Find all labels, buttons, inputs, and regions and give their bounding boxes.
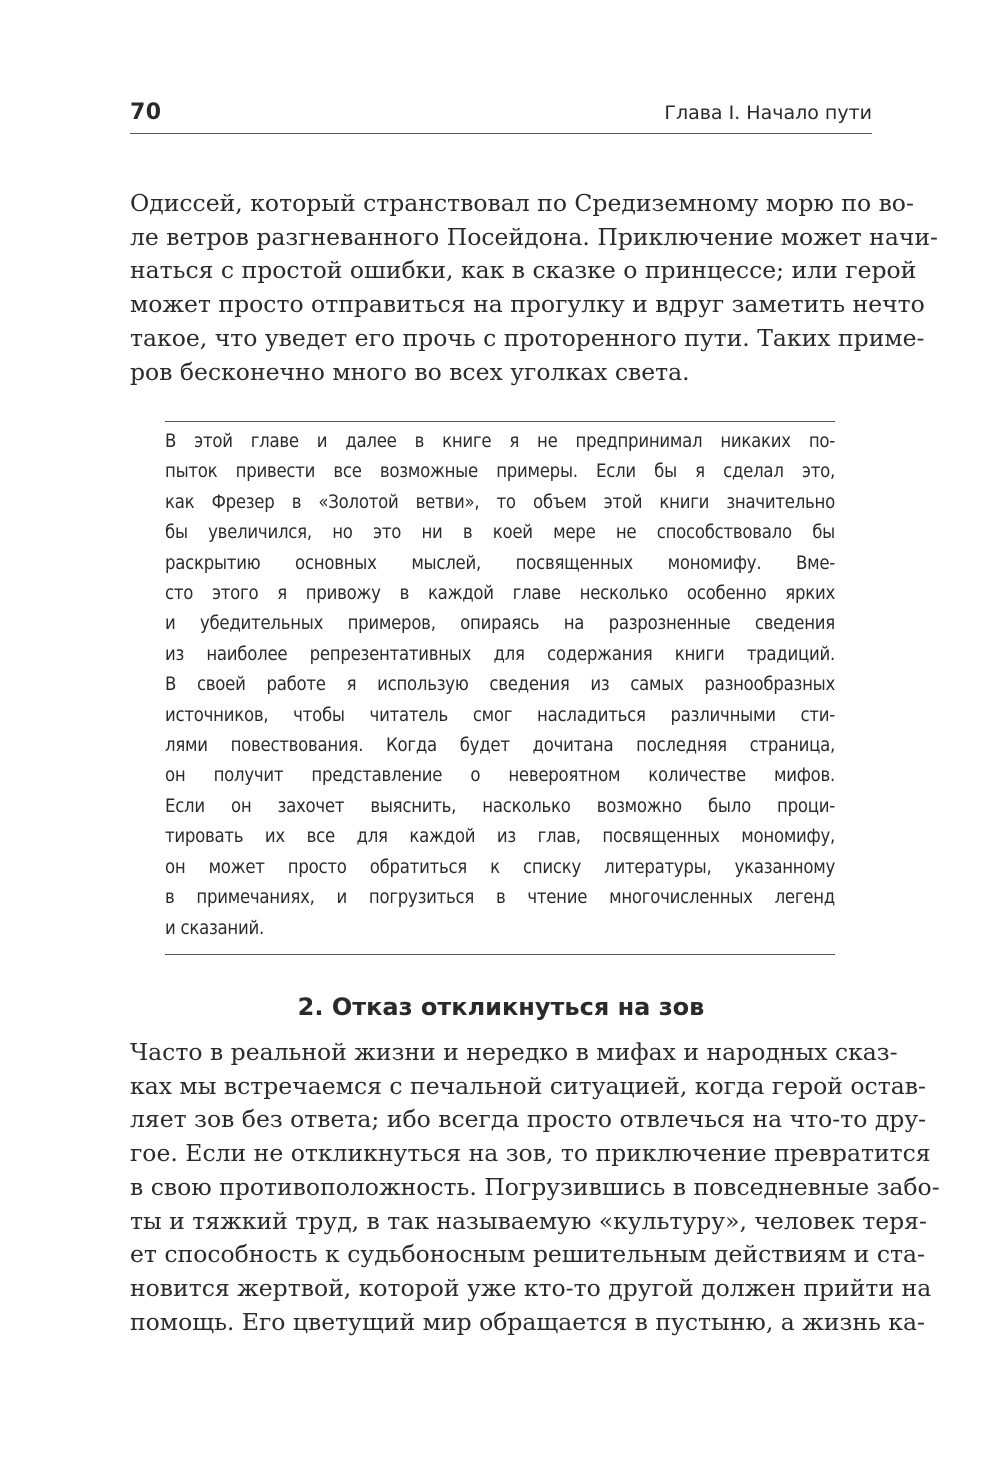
note-line: тировать их все для каждой из глав, посвященных мономифу, (165, 826, 835, 848)
paragraph-1-line: может просто отправиться на прогулку и вдруг заметить нечто (130, 290, 925, 319)
paragraph-2-line: ляет зов без ответа; ибо всегда просто отвлечься на что-то дру- (130, 1105, 927, 1134)
note-top-rule (165, 421, 835, 422)
running-title: Глава I. Начало пути (664, 102, 872, 124)
section-heading: 2. Отказ откликнуться на зов (297, 993, 705, 1021)
paragraph-1-line: ров бесконечно много во всех уголках света. (130, 357, 690, 386)
page-number: 70 (130, 100, 162, 125)
paragraph-2-line: гое. Если не откликнуться на зов, то приключение превратится (130, 1139, 931, 1168)
header-rule (130, 133, 872, 134)
paragraph-1-line: ле ветров разгневанного Посейдона. Приключение может начи- (130, 222, 938, 251)
paragraph-2-line: помощь. Его цветущий мир обращается в пустыню, а жизнь ка- (130, 1307, 925, 1336)
note-line: В своей работе я использую сведения из самых разнообразных (165, 674, 835, 696)
note-line: из наиболее репрезентативных для содержания книги традиций. (165, 643, 835, 665)
paragraph-2-line: ты и тяжкий труд, в так называемую «культуру», человек теря- (130, 1206, 927, 1235)
paragraph-1 (130, 187, 938, 389)
note-line: источников, чтобы читатель смог насладиться различными сти- (165, 704, 835, 726)
note-line: и сказаний. (165, 917, 264, 939)
note-bottom-rule (165, 954, 835, 955)
paragraph-1-line: такое, что уведет его прочь с проторенного пути. Таких приме- (130, 323, 925, 352)
page-header (130, 94, 872, 134)
note-line: он получит представление о невероятном количестве мифов. (165, 765, 835, 787)
note-line: в примечаниях, и погрузиться в чтение многочисленных легенд (165, 887, 835, 909)
note-line: как Фрезер в «Золотой ветви», то объем этой книги значительно (165, 491, 835, 513)
note-line: бы увеличился, но это ни в коей мере не способствовало бы (165, 522, 835, 544)
paragraph-2-line: ет способность к судьбоносным решительным действиям и ста- (130, 1240, 925, 1269)
note-line: и убедительных примеров, опираясь на разрозненные сведения (165, 613, 835, 635)
paragraph-2-line: в свою противоположность. Погрузившись в повседневные забо- (130, 1172, 940, 1201)
paragraph-2-line: Часто в реальной жизни и нередко в мифах и народных сказ- (130, 1038, 898, 1066)
note-line: сто этого я привожу в каждой главе несколько особенно ярких (165, 583, 835, 605)
note-line: пыток привести все возможные примеры. Если бы я сделал это, (165, 461, 835, 483)
paragraph-1-line: наться с простой ошибки, как в сказке о принцессе; или герой (130, 256, 917, 285)
note-line: он может просто обратиться к списку литературы, указанному (165, 856, 835, 878)
paragraph-2-line: ках мы встречаемся с печальной ситуацией, когда герой остав- (130, 1071, 926, 1100)
note-line: раскрытию основных мыслей, посвященных мономифу. Вме- (165, 552, 835, 574)
paragraph-1-line: Одиссей, который странствовал по Средиземному морю по во- (130, 189, 914, 217)
paragraph-2 (130, 1036, 940, 1339)
note-line: В этой главе и далее в книге я не предпринимал никаких по- (165, 431, 835, 452)
author-note (165, 427, 835, 944)
paragraph-2-line: новится жертвой, которой уже кто-то другой должен прийти на (130, 1273, 932, 1302)
note-line: Если он захочет выяснить, насколько возможно было проци- (165, 795, 835, 817)
note-line: лями повествования. Когда будет дочитана последняя страница, (165, 735, 835, 757)
